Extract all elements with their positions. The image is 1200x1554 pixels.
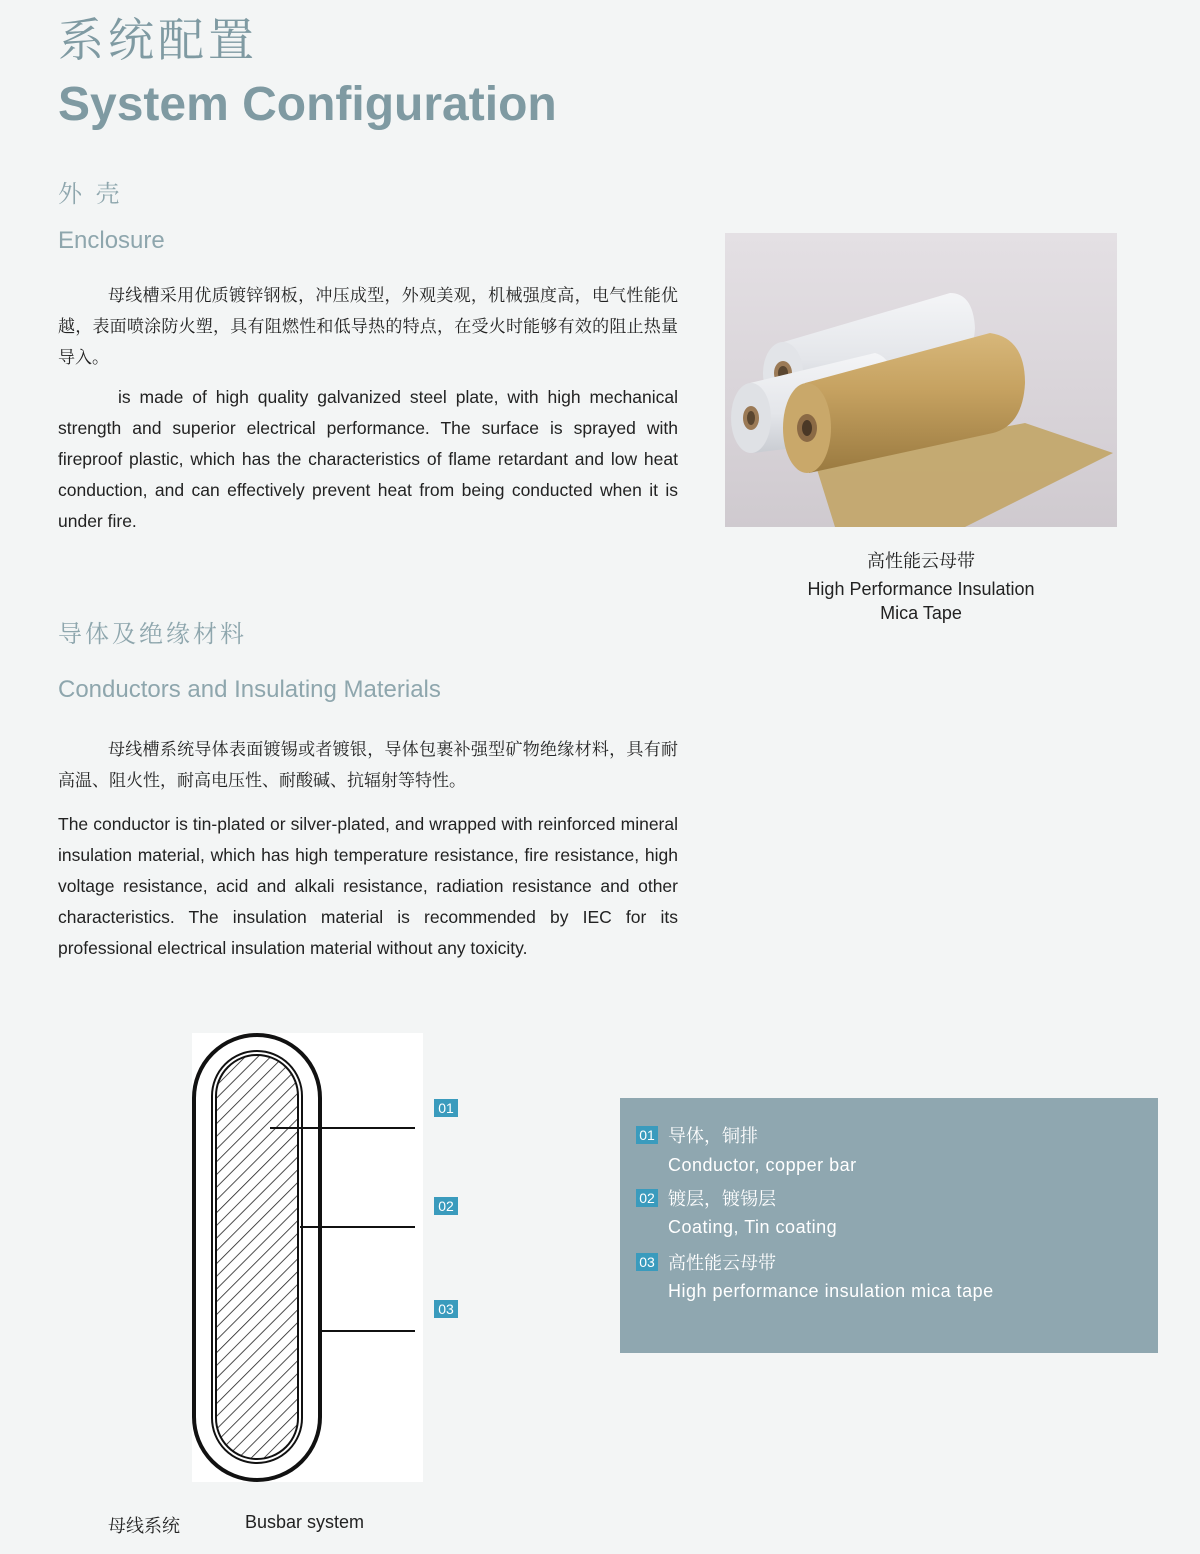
legend-panel [620, 1098, 1158, 1353]
legend-item-01-en: Conductor, copper bar [668, 1155, 857, 1175]
photo-caption-en-line1: High Performance Insulation [807, 579, 1035, 599]
legend-item-01-cn: 导体，铜排 [668, 1126, 758, 1147]
enclosure-body-cn: 母线槽采用优质镀锌钢板，冲压成型，外观美观，机械强度高，电气性能优越，表面喷涂防火塑，具有阻燃性和低导热的特点，在受火时能够有效的阻止热量导入。 [58, 286, 678, 368]
mica-tape-photo [725, 233, 1117, 527]
page-title-en: System Configuration [58, 78, 557, 131]
diagram-label-01: 01 [434, 1099, 458, 1117]
legend-item-02-cn: 镀层，镀锡层 [668, 1189, 776, 1210]
diagram-caption-en: Busbar system [245, 1512, 365, 1532]
conductors-heading-cn: 导体及绝缘材料 [58, 620, 247, 648]
legend-item-03-cn: 高性能云母带 [668, 1253, 776, 1274]
diagram-label-02: 02 [434, 1197, 458, 1215]
photo-caption-en-line2: Mica Tape [880, 603, 962, 623]
enclosure-heading-en: Enclosure [58, 227, 165, 254]
enclosure-body-en: is made of high quality galvanized steel plate, with high mechanical strength and superior electrical performance. The surface is sprayed with fireproof plastic, which has the characteristics of flame retardant and low heat conduction, and can effectively prevent heat from being conducted when it is under fire. [58, 387, 678, 531]
conductors-heading-en: Conductors and Insulating Materials [58, 676, 441, 703]
photo-caption-cn: 高性能云母带 [867, 551, 975, 572]
diagram-caption-cn: 母线系统 [108, 1516, 180, 1537]
page-title-cn: 系统配置 [58, 13, 258, 67]
conductors-body-en: The conductor is tin-plated or silver-plated, and wrapped with reinforced mineral insulation material, which has high temperature resistance, fire resistance, high voltage resistance, acid and alkali resistance, radiation resistance and other characteristics. The insulation material is recommended by IEC for its professional electrical insulation material without any toxicity. [58, 814, 678, 958]
legend-item-02-en: Coating, Tin coating [668, 1217, 838, 1237]
leader-lines [260, 1120, 420, 1340]
legend-item-03-en: High performance insulation mica tape [668, 1281, 994, 1301]
enclosure-heading-cn: 外 壳 [58, 180, 123, 208]
conductors-body-cn: 母线槽系统导体表面镀锡或者镀银，导体包裹补强型矿物绝缘材料，具有耐高温、阻火性，耐高电压性、耐酸碱、抗辐射等特性。 [58, 740, 678, 791]
legend-num-02: 02 [636, 1189, 658, 1207]
legend-num-01: 01 [636, 1126, 658, 1144]
diagram-label-03: 03 [434, 1300, 458, 1318]
legend-num-03: 03 [636, 1253, 658, 1271]
